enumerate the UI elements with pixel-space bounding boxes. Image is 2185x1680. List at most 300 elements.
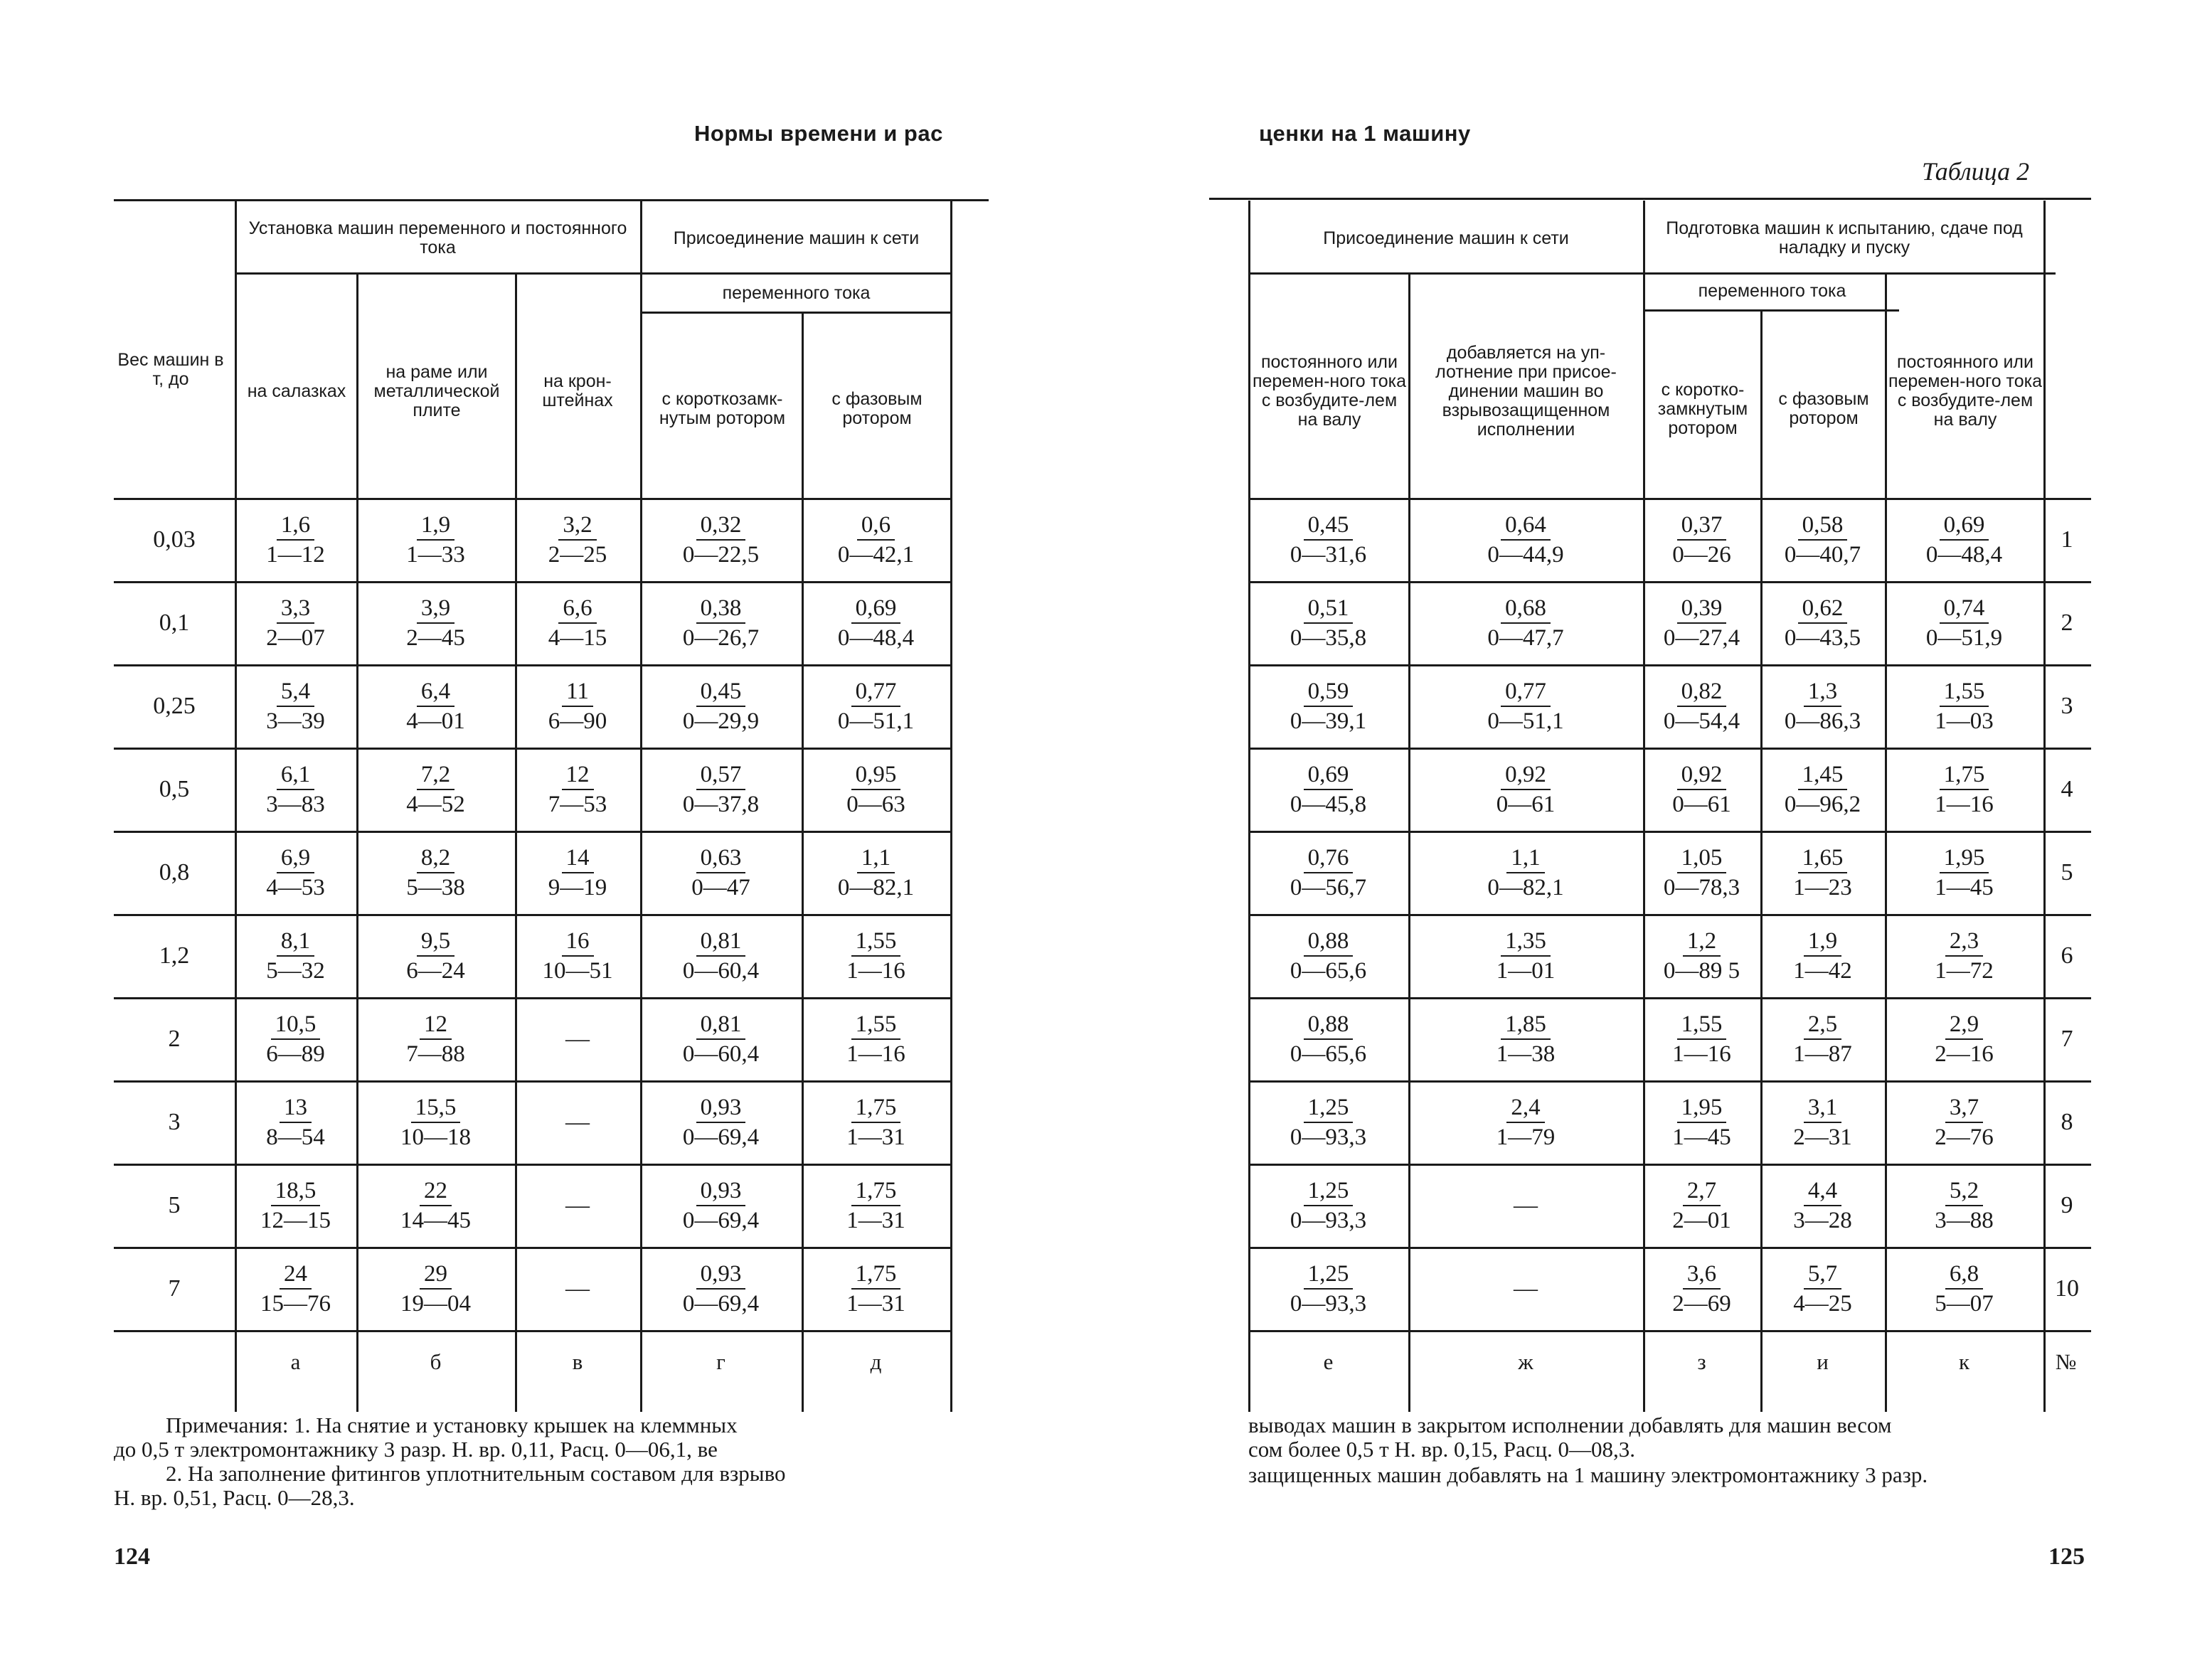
left-col-b-header: на раме или металлической плите — [373, 361, 500, 420]
time-norm: 1,45 — [1798, 760, 1848, 790]
time-norm: 1,1 — [857, 844, 895, 873]
rate: 0—69,4 — [682, 1207, 760, 1233]
norm-fraction — [1659, 844, 1744, 902]
right-cell — [1248, 997, 1408, 1080]
right-col-i-header: с фазовым ротором — [1778, 389, 1869, 428]
norm-fraction — [679, 1093, 763, 1152]
time-norm: 1,2 — [1683, 927, 1721, 957]
rate: 4—52 — [406, 791, 465, 817]
time-norm: 0,81 — [696, 1010, 746, 1040]
left-cell — [802, 831, 950, 914]
norm-fraction — [1780, 511, 1865, 569]
rate: 0—22,5 — [682, 541, 760, 568]
rate: 0—60,4 — [682, 957, 760, 984]
time-norm: 0,93 — [696, 1176, 746, 1206]
time-norm: 0,77 — [1501, 677, 1551, 707]
left-cell — [802, 748, 950, 831]
rate: 3—39 — [266, 708, 325, 734]
left-cell — [802, 581, 950, 664]
rate: 0—93,3 — [1290, 1207, 1367, 1233]
left-cell — [515, 1080, 640, 1164]
rate: 0—44,9 — [1487, 541, 1564, 568]
column-letter: б — [430, 1349, 442, 1374]
time-norm: 1,75 — [851, 1260, 901, 1290]
time-norm: 0,93 — [696, 1093, 746, 1123]
left-cell — [356, 1164, 515, 1247]
rate: 7—53 — [548, 791, 607, 817]
rate: 1—31 — [846, 1290, 905, 1317]
time-norm: 0,68 — [1501, 594, 1551, 624]
rate: 0—40,7 — [1784, 541, 1861, 568]
right-cell — [1760, 1164, 1885, 1247]
rate: 10—51 — [542, 957, 613, 984]
left-cell — [356, 498, 515, 581]
rate: 0—89 5 — [1663, 957, 1740, 984]
rate: 0—78,3 — [1663, 874, 1740, 900]
right-cell — [1408, 581, 1643, 664]
rate: 0—65,6 — [1290, 957, 1367, 984]
rate: 6—24 — [406, 957, 465, 984]
left-cell — [640, 914, 802, 997]
norm-fraction — [1789, 1176, 1856, 1235]
rate: 1—38 — [1496, 1041, 1556, 1067]
time-norm: 0,92 — [1501, 760, 1551, 790]
time-norm: 0,82 — [1677, 677, 1727, 707]
norm-fraction — [1483, 677, 1568, 735]
time-norm: 11 — [562, 677, 593, 707]
time-norm: 8,2 — [417, 844, 454, 873]
right-cell — [1643, 664, 1760, 748]
norm-fraction — [1286, 677, 1371, 735]
norm-fraction — [842, 1093, 910, 1152]
norm-fraction — [1668, 1093, 1735, 1152]
running-header-right: ценки на 1 машину — [1259, 121, 1471, 146]
rate: 4—25 — [1793, 1290, 1852, 1317]
left-col-v-header: на крон-штейнах — [542, 371, 613, 410]
note-left-2: до 0,5 т электромонтажнику 3 разр. Н. вр. 0,11, Расц. 0—06,1, ве — [114, 1437, 718, 1462]
time-norm: 6,8 — [1945, 1260, 1983, 1290]
rate: 3—28 — [1793, 1207, 1852, 1233]
norm-fraction — [396, 1176, 475, 1235]
column-letter: в — [572, 1349, 583, 1374]
norm-fraction — [1286, 1176, 1371, 1235]
weight-value: 0,25 — [153, 692, 196, 719]
rate: 0—42,1 — [837, 541, 915, 568]
rate: 0—26 — [1672, 541, 1731, 568]
rate: 0—35,8 — [1290, 624, 1367, 651]
right-col-e-header: постоянного или перемен-ного тока с возбудите-лем на валу — [1252, 352, 1407, 430]
row-number: 1 — [2061, 526, 2073, 553]
rate: 1—72 — [1935, 957, 1994, 984]
right-cell — [1885, 498, 2043, 581]
rate: 1—87 — [1793, 1041, 1852, 1067]
time-norm: 9,5 — [417, 927, 454, 957]
right-cell — [1760, 581, 1885, 664]
norm-fraction — [396, 1260, 475, 1318]
time-norm: 2,9 — [1945, 1010, 1983, 1040]
left-cell — [802, 997, 950, 1080]
norm-fraction — [402, 927, 469, 985]
norm-fraction — [1492, 1093, 1560, 1152]
rate: 2—69 — [1672, 1290, 1731, 1317]
time-norm: 0,51 — [1304, 594, 1354, 624]
right-group2-header: Подготовка машин к испытанию, сдаче под наладку и пуску — [1666, 218, 2023, 257]
left-cell — [356, 1080, 515, 1164]
rate: 0—82,1 — [837, 874, 915, 900]
rate: 1—31 — [846, 1124, 905, 1150]
rate: 0—37,8 — [682, 791, 760, 817]
row-number: 6 — [2061, 942, 2073, 969]
norm-fraction — [1789, 1010, 1856, 1068]
column-letter: ж — [1518, 1349, 1533, 1374]
rate: 15—76 — [260, 1290, 331, 1317]
norm-fraction — [1659, 677, 1744, 735]
note-left-3: 2. На заполнение фитингов уплотнительным составом для взрыво — [166, 1461, 786, 1486]
norm-fraction — [544, 677, 612, 735]
norm-fraction — [1286, 594, 1371, 652]
time-norm: 1,95 — [1940, 844, 1989, 873]
rate: 0—27,4 — [1663, 624, 1740, 651]
norm-fraction — [1659, 594, 1744, 652]
time-norm: 1,3 — [1804, 677, 1841, 707]
rate: 1—16 — [846, 1041, 905, 1067]
rate: 4—15 — [548, 624, 607, 651]
right-cell — [1248, 914, 1408, 997]
rate: 2—16 — [1935, 1041, 1994, 1067]
norm-fraction — [1286, 511, 1371, 569]
left-cell — [235, 664, 356, 748]
empty-dash: — — [565, 1275, 590, 1302]
norm-fraction — [1286, 1260, 1371, 1318]
left-cell — [640, 997, 802, 1080]
time-norm: 3,3 — [277, 594, 314, 624]
time-norm: 6,4 — [417, 677, 454, 707]
norm-fraction — [1492, 760, 1560, 819]
norm-fraction — [544, 511, 612, 569]
left-cell — [640, 1247, 802, 1330]
time-norm: 4,4 — [1804, 1176, 1841, 1206]
right-cell — [1408, 1164, 1643, 1247]
norm-fraction — [834, 677, 918, 735]
rate: 0—26,7 — [682, 624, 760, 651]
weight-value: 3 — [168, 1108, 181, 1135]
norm-fraction — [262, 1093, 329, 1152]
left-cell — [640, 748, 802, 831]
right-cell — [1408, 914, 1643, 997]
right-cell — [1643, 1080, 1760, 1164]
right-cell — [1885, 1164, 2043, 1247]
norm-fraction — [1668, 1260, 1735, 1318]
time-norm: 0,69 — [851, 594, 901, 624]
norm-fraction — [687, 844, 755, 902]
left-cell — [235, 997, 356, 1080]
empty-dash: — — [1514, 1275, 1538, 1302]
column-letter: № — [2055, 1349, 2077, 1374]
time-norm: 1,95 — [1677, 1093, 1727, 1123]
empty-dash: — — [565, 1108, 590, 1135]
time-norm: 3,1 — [1804, 1093, 1841, 1123]
rate: 0—47 — [691, 874, 750, 900]
norm-fraction — [1930, 1260, 1998, 1318]
weight-value: 0,1 — [159, 609, 190, 636]
right-cell — [1248, 581, 1408, 664]
time-norm: 5,4 — [277, 677, 314, 707]
right-cell — [1408, 1247, 1643, 1330]
time-norm: 3,9 — [417, 594, 454, 624]
rate: 2—31 — [1793, 1124, 1852, 1150]
norm-fraction — [256, 1260, 335, 1318]
weight-value: 0,8 — [159, 858, 190, 886]
row-number: 4 — [2061, 775, 2073, 802]
rate: 0—96,2 — [1784, 791, 1861, 817]
time-norm: 1,75 — [851, 1093, 901, 1123]
note-left-4: Н. вр. 0,51, Расц. 0—28,3. — [114, 1485, 355, 1510]
norm-fraction — [842, 1260, 910, 1318]
time-norm: 3,2 — [558, 511, 596, 541]
rate: 0—86,3 — [1784, 708, 1861, 734]
norm-fraction — [679, 760, 763, 819]
norm-fraction — [1286, 927, 1371, 985]
rate: 5—38 — [406, 874, 465, 900]
rate: 0—31,6 — [1290, 541, 1367, 568]
norm-fraction — [1668, 511, 1735, 569]
rate: 1—42 — [1793, 957, 1852, 984]
time-norm: 1,9 — [417, 511, 454, 541]
weight-value: 0,5 — [159, 775, 190, 802]
time-norm: 0,88 — [1304, 927, 1354, 957]
rate: 2—01 — [1672, 1207, 1731, 1233]
rate: 2—25 — [548, 541, 607, 568]
time-norm: 0,58 — [1798, 511, 1848, 541]
right-cell — [1885, 581, 2043, 664]
right-cell — [1760, 997, 1885, 1080]
norm-fraction — [679, 1010, 763, 1068]
rate: 0—82,1 — [1487, 874, 1564, 900]
right-cell — [1248, 1080, 1408, 1164]
column-letter: и — [1817, 1349, 1829, 1374]
right-cell — [1643, 1164, 1760, 1247]
norm-fraction — [1286, 844, 1371, 902]
right-cell — [1643, 1247, 1760, 1330]
column-letter: г — [716, 1349, 725, 1374]
rate: 0—51,1 — [837, 708, 915, 734]
norm-fraction — [1930, 1093, 1998, 1152]
norm-fraction — [262, 760, 329, 819]
time-norm: 0,32 — [696, 511, 746, 541]
right-cell — [1760, 1080, 1885, 1164]
row-number: 10 — [2055, 1275, 2079, 1302]
norm-fraction — [262, 844, 329, 902]
right-top-rule — [1209, 198, 2091, 200]
norm-fraction — [834, 511, 918, 569]
time-norm: 29 — [420, 1260, 452, 1290]
rate: 4—01 — [406, 708, 465, 734]
norm-fraction — [1668, 1010, 1735, 1068]
right-cell — [1643, 997, 1760, 1080]
norm-fraction — [544, 844, 612, 902]
weight-value: 1,2 — [159, 942, 190, 969]
right-cell — [1643, 914, 1760, 997]
right-cell — [1885, 914, 2043, 997]
left-cell — [640, 831, 802, 914]
row-number: 3 — [2061, 692, 2073, 719]
right-cell — [1643, 831, 1760, 914]
left-cell — [515, 581, 640, 664]
column-letter: з — [1697, 1349, 1706, 1374]
time-norm: 1,55 — [1677, 1010, 1727, 1040]
norm-fraction — [1780, 594, 1865, 652]
norm-fraction — [402, 1010, 469, 1068]
rate: 5—32 — [266, 957, 325, 984]
rate: 1—12 — [266, 541, 325, 568]
time-norm: 0,74 — [1940, 594, 1989, 624]
left-cell — [515, 498, 640, 581]
norm-fraction — [1930, 844, 1998, 902]
row-number: 9 — [2061, 1191, 2073, 1218]
norm-fraction — [1286, 760, 1371, 819]
rate: 12—15 — [260, 1207, 331, 1233]
time-norm: 5,2 — [1945, 1176, 1983, 1206]
time-norm: 16 — [562, 927, 594, 957]
norm-fraction — [262, 1010, 329, 1068]
time-norm: 0,39 — [1677, 594, 1727, 624]
time-norm: 0,6 — [857, 511, 895, 541]
right-cell — [1760, 664, 1885, 748]
time-norm: 12 — [562, 760, 594, 790]
time-norm: 15,5 — [411, 1093, 461, 1123]
norm-fraction — [1930, 677, 1998, 735]
time-norm: 0,63 — [696, 844, 746, 873]
norm-fraction — [1930, 1010, 1998, 1068]
time-norm: 0,81 — [696, 927, 746, 957]
right-col-k-header: постоянного или перемен-ного тока с возбудите-лем на валу — [1888, 352, 2043, 430]
rate: 0—54,4 — [1663, 708, 1740, 734]
right-cell — [1408, 664, 1643, 748]
time-norm: 0,62 — [1798, 594, 1848, 624]
rate: 10—18 — [400, 1124, 471, 1150]
right-cell — [1643, 748, 1760, 831]
time-norm: 0,37 — [1677, 511, 1727, 541]
norm-fraction — [1659, 927, 1744, 985]
left-cell — [640, 498, 802, 581]
left-cell — [356, 831, 515, 914]
left-cell — [356, 1247, 515, 1330]
rate: 2—07 — [266, 624, 325, 651]
running-header-left: Нормы времени и рас — [694, 121, 943, 146]
norm-fraction — [679, 677, 763, 735]
norm-fraction — [402, 511, 469, 569]
rate: 1—45 — [1935, 874, 1994, 900]
norm-fraction — [1789, 844, 1856, 902]
left-group2-header: Присоединение машин к сети — [673, 228, 920, 248]
row-number: 8 — [2061, 1108, 2073, 1135]
note-right-3: защищенных машин добавлять на 1 машину электромонтажнику 3 разр. — [1248, 1462, 1928, 1487]
rate: 0—48,4 — [1925, 541, 2003, 568]
left-cell — [235, 498, 356, 581]
left-cell — [235, 1080, 356, 1164]
right-cell — [1408, 997, 1643, 1080]
right-cell — [1408, 1080, 1643, 1164]
right-cell — [1760, 831, 1885, 914]
rate: 1—16 — [846, 957, 905, 984]
norm-fraction — [1922, 594, 2006, 652]
left-cell — [802, 1080, 950, 1164]
note-right-2: сом более 0,5 т Н. вр. 0,15, Расц. 0—08,3. — [1248, 1437, 1636, 1462]
left-cell — [235, 748, 356, 831]
norm-fraction — [402, 760, 469, 819]
norm-fraction — [1789, 1260, 1856, 1318]
time-norm: 12 — [420, 1010, 452, 1040]
right-cell — [1408, 831, 1643, 914]
rate: 1—31 — [846, 1207, 905, 1233]
table-label: Таблица 2 — [1922, 157, 2030, 186]
time-norm: 2,7 — [1683, 1176, 1721, 1206]
rate: 0—69,4 — [682, 1290, 760, 1317]
left-cell — [640, 664, 802, 748]
time-norm: 1,55 — [851, 1010, 901, 1040]
time-norm: 0,95 — [851, 760, 901, 790]
norm-fraction — [1780, 760, 1865, 819]
right-col-z-header: с коротко-замкнутым ротором — [1657, 379, 1748, 438]
norm-fraction — [1789, 927, 1856, 985]
norm-fraction — [679, 927, 763, 985]
rate: 1—16 — [1672, 1041, 1731, 1067]
weight-value: 5 — [168, 1191, 181, 1218]
left-cell — [515, 997, 640, 1080]
time-norm: 0,38 — [696, 594, 746, 624]
norm-fraction — [262, 927, 329, 985]
left-cell — [235, 1247, 356, 1330]
row-number: 7 — [2061, 1025, 2073, 1052]
time-norm: 0,45 — [696, 677, 746, 707]
norm-fraction — [679, 594, 763, 652]
left-cell — [515, 1247, 640, 1330]
time-norm: 18,5 — [271, 1176, 321, 1206]
time-norm: 8,1 — [277, 927, 314, 957]
time-norm: 2,5 — [1804, 1010, 1841, 1040]
rate: 3—83 — [266, 791, 325, 817]
norm-fraction — [842, 760, 910, 819]
left-cell — [802, 1164, 950, 1247]
left-cell — [235, 1164, 356, 1247]
rate: 1—45 — [1672, 1124, 1731, 1150]
left-group-rule — [235, 272, 950, 275]
left-cell — [640, 1080, 802, 1164]
time-norm: 1,65 — [1798, 844, 1848, 873]
rate: 0—29,9 — [682, 708, 760, 734]
rate: 0—63 — [846, 791, 905, 817]
right-cell — [1248, 1164, 1408, 1247]
rate: 1—23 — [1793, 874, 1852, 900]
right-group1-header: Присоединение машин к сети — [1323, 228, 1569, 248]
time-norm: 5,7 — [1804, 1260, 1841, 1290]
norm-fraction — [544, 594, 612, 652]
note-right-1: выводах машин в закрытом исполнении добавлять для машин весом — [1248, 1413, 1892, 1437]
left-cell — [235, 914, 356, 997]
right-cell — [1643, 581, 1760, 664]
rate: 6—90 — [548, 708, 607, 734]
norm-fraction — [1668, 1176, 1735, 1235]
rate: 0—93,3 — [1290, 1124, 1367, 1150]
time-norm: 10,5 — [271, 1010, 321, 1040]
left-cell — [515, 664, 640, 748]
column-letter: а — [290, 1349, 301, 1374]
time-norm: 0,45 — [1304, 511, 1354, 541]
right-cell — [1248, 748, 1408, 831]
time-norm: 0,57 — [696, 760, 746, 790]
rate: 0—39,1 — [1290, 708, 1367, 734]
norm-fraction — [1286, 1010, 1371, 1068]
